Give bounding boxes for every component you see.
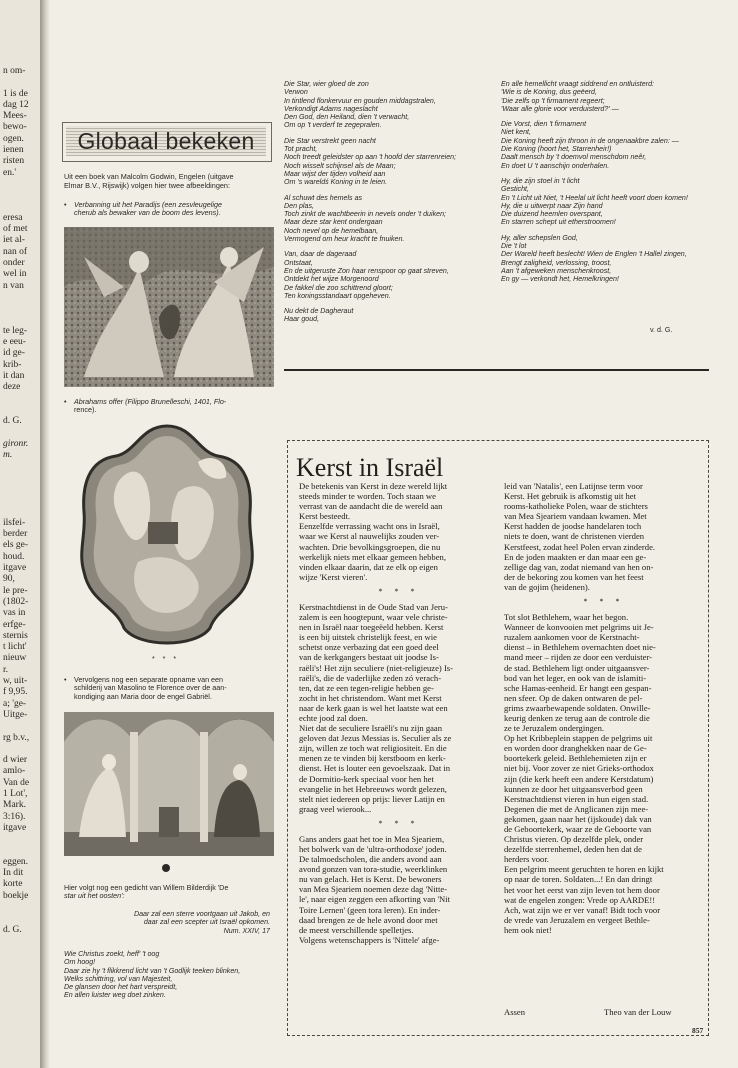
margin-fragment: nan of — [3, 246, 28, 257]
margin-fragment: ilsfei- — [3, 517, 26, 528]
poem-line: Die duizend heemlen overspant, — [501, 210, 603, 219]
article-line: Kerstnachtdienst in de Oude Stad van Jeru- — [299, 601, 448, 612]
poem-line: Maar deze star kent ondergaan — [284, 218, 383, 227]
article-line: herders voor. — [504, 854, 549, 865]
article-line: nu van gelach. Het is Kerst. De bewoners — [299, 874, 442, 885]
margin-fragment — [3, 77, 39, 88]
article-line: de vrede van Jeruzalem en vergeet Bethle- — [504, 914, 650, 925]
margin-fragment: els ge- — [3, 540, 29, 551]
margin-fragment: eresa — [3, 212, 23, 223]
caption-line: kondiging aan Maria door de engel Gabriël. — [74, 691, 212, 701]
article-line: verrast van de aandacht die de wereld aan — [299, 501, 443, 512]
article-line: mand meer – rijden ze door een verduister- — [504, 652, 653, 663]
article-line: Een pelgrim meent geruchten te horen en kijkt — [504, 864, 664, 875]
margin-fragment — [3, 507, 39, 518]
poem-intro-line: Hier volgt nog een gedicht van Willem Bilderdijk 'De — [64, 883, 229, 892]
caption-line: Abrahams offer (Filippo Brunelleschi, 1401, Flo- — [74, 397, 227, 406]
article-line: Kerst. Het gebruik is afkomstig uit het — [504, 491, 636, 502]
margin-fragment: deze — [3, 382, 21, 393]
quote-line: Daar zal een sterre voortgaan uit Jakob, en — [133, 910, 270, 918]
article-title: Kerst in Israël — [296, 453, 444, 482]
article-line: stelt niet iedereen op prijs: liever Latijn en — [299, 793, 445, 804]
margin-fragment: 3:16). — [3, 811, 26, 822]
margin-fragment: 90, — [3, 574, 15, 585]
caption-line: schilderij van Masolino te Florence over de aan- — [74, 683, 227, 693]
poem-line: Brengt zaligheid, verlossing, troost, — [501, 258, 612, 267]
caption-line: Vervolgens nog een separate opname van een — [74, 675, 224, 684]
poem-line: En starren schept uit etherstroomen! — [501, 218, 616, 227]
poem-line: Haar goud, — [284, 315, 320, 324]
margin-fragment — [3, 202, 39, 213]
article-line: Gans anders gaat het toe in Mea Sjeariem, — [299, 833, 445, 844]
margin-fragment — [3, 495, 39, 506]
caption-line: Verbanning uit het Paradijs (een zesvleugelige — [74, 200, 222, 209]
poem-line: Al schuwt des hemels as — [284, 193, 363, 202]
poem-line: En doet U 't aanschijn onderhalen. — [501, 161, 610, 170]
article-line: rooms-katholieke Polen, waar de stichters — [504, 501, 648, 512]
poem-line: Niet kent, — [501, 128, 531, 137]
poem-line: Verkondigt Adams nageslacht — [284, 104, 378, 113]
poem-line: Om hoog! — [64, 958, 96, 967]
stanza-gap — [284, 187, 498, 194]
margin-fragment: (1802- — [3, 596, 29, 607]
poem-line: Toch zinkt de wachtbeerin in nevels onder 't duiken; — [284, 210, 446, 219]
margin-fragment — [3, 179, 39, 190]
stanza-gap — [284, 130, 498, 137]
article-line: van Mea Sjeariem vandaan kwamen. Met — [504, 511, 647, 522]
article-line: Niet dat de seculiere Israëli's nu zijn gaan — [299, 723, 443, 734]
poem-line: Ontdekt het wijze Morgenoord — [284, 275, 379, 284]
margin-fragment — [3, 744, 39, 755]
poem-line: De fakkel die zoo schittrend gloort; — [284, 283, 393, 292]
margin-fragment — [3, 834, 39, 845]
margin-fragment: Mees- — [3, 111, 27, 122]
margin-fragment — [3, 405, 39, 416]
margin-fragment: Mark. — [3, 800, 26, 811]
margin-fragment — [3, 913, 39, 924]
poem-line: En 't Licht uit Niet, 't Heelal uit licht heeft voort doen komen! — [501, 193, 688, 202]
article-line: schetst onze verbazing dat een goed deel — [299, 642, 439, 653]
poem-line: Hy, aller schepslen God, — [501, 233, 578, 242]
article-line: Christus vieren. Op dezelfde plek, onder — [504, 834, 644, 845]
article-line: is een bij uitstek christelijk feest, en wie — [299, 632, 437, 643]
article-line: grims zwaarbewapende soldaten. Onwille- — [504, 702, 651, 713]
article-line: kunnen ze door het uitgaansverbod geen — [504, 783, 643, 794]
article-line: Toire Lernen' (geen tora leren). En inder- — [299, 904, 441, 915]
poem-line: Om 's wareldś Koning in te leien. — [284, 178, 388, 187]
article-line: zocht in het christendom. Want met Kerst — [299, 692, 442, 703]
section-separator-stars: * * * — [378, 818, 420, 828]
margin-fragment: erfge- — [3, 619, 26, 630]
margin-fragment: gironr. — [3, 438, 29, 449]
poem-line: Gesticht, — [501, 185, 529, 194]
poem-line: 'Waar alle glorie voor verduisterd?' — — [501, 104, 619, 113]
article-line: het voor het eerst van zijn leven tot hem door — [504, 884, 660, 895]
caption-line: rence). — [74, 405, 97, 415]
article-line: dienst. Het is louter een gevoelszaak. Dat in — [299, 763, 451, 774]
article-right-column — [504, 481, 704, 935]
article-line: op naar de toren. Soldaten...! En dan dringt — [504, 874, 653, 885]
article-line: evangelie in het Hebreeuws wordt gelezen, — [299, 783, 447, 794]
margin-fragment — [3, 292, 39, 303]
caption-annunciation: • Vervolgens nog een separate opname van een schilderij van Masolino te Florence over de aan- kondiging aan Maria door de engel Gabriël. — [64, 676, 274, 701]
margin-fragment: le pre- — [3, 585, 28, 596]
article-line: zijn (die kerk heeft een andere Kerstdatum) — [504, 773, 654, 784]
abrahams-offer-relief — [78, 422, 256, 648]
poem-line: Nu dekt de Dagheraut — [284, 307, 354, 316]
article-line: nen sfeer. Op de daken ontwaren de pel- — [504, 692, 643, 703]
bullet-dot — [162, 864, 170, 872]
margin-fragment: bewo- — [3, 122, 27, 133]
margin-fragment: te leg- — [3, 325, 28, 336]
article-line: zellige dag van, zodat niemand van hen on- — [504, 561, 654, 572]
article-line: werkelijk niets met elkaar gemeen hebben, — [299, 551, 446, 562]
poem-line: En gy — verkondt het, Hemelkringen! — [501, 275, 619, 284]
quote-line: Num. XXIV, 17 — [223, 926, 270, 935]
poem-right-column — [501, 80, 709, 284]
margin-fragment: amlo- — [3, 766, 26, 777]
poem-line: Die Vorst, dien 't firmament — [501, 120, 587, 129]
page-number: 857 — [692, 1026, 704, 1035]
section-stars: * * * — [152, 656, 180, 663]
poem-line: Welks schittring, vol van Majesteit, — [64, 974, 173, 983]
poem-line: Noch treedt geleidster op aan 't hoofd der starrenreien; — [284, 153, 457, 162]
article-line: Wanneer de konvooien met pelgrims uit Je- — [504, 622, 654, 633]
stanza-gap — [284, 243, 498, 250]
margin-fragment: d. G. — [3, 416, 22, 427]
margin-fragment: dag 12 — [3, 99, 29, 110]
margin-fragment: t licht' — [3, 642, 27, 653]
article-line: Op het Kribbeplein stappen de pelgrims uit — [504, 733, 653, 744]
poem-line: Daar zie hy 't flikkrend licht van 't Godlijk teeken blinken, — [64, 966, 241, 975]
section-title: Globaal bekeken — [66, 126, 266, 156]
margin-fragment — [3, 303, 39, 314]
poem-line: En allen luister weg doet zinken. — [64, 991, 166, 1000]
margin-fragment: itgave — [3, 822, 27, 833]
margin-fragment — [3, 902, 39, 913]
margin-fragment: rg b.v., — [3, 732, 30, 743]
article-line: van Mea Sjeariem noemen deze dag 'Nitte- — [299, 884, 448, 895]
margin-fragment: Uitge- — [3, 709, 28, 720]
section-divider — [284, 369, 709, 371]
article-line: naar de kerk gaan is wel het laatste wat een — [299, 702, 448, 713]
margin-fragment: it dan — [3, 371, 25, 382]
margin-fragment — [3, 461, 39, 472]
intro-text — [64, 173, 274, 190]
article-line: Kerst besteedt. — [299, 511, 351, 522]
poem-intro-line: star uit het oosten': — [64, 891, 125, 901]
poem-line: Van, daar de dageraad — [284, 250, 357, 259]
margin-fragment: m. — [3, 450, 13, 461]
article-line: van de kerkgangers bestaat uit joodse Is- — [299, 652, 439, 663]
margin-fragment — [3, 394, 39, 405]
margin-fragment — [3, 428, 39, 439]
poem-line: Wie Christus zoekt, heff' 't oog — [64, 950, 160, 958]
caption-line: cherub als bewaker van de boom des levens). — [74, 208, 221, 218]
article-line: sche Hamas-eenheid. Er hangt een gespan- — [504, 682, 652, 693]
caption-abraham: • Abrahams offer (Filippo Brunelleschi, 1401, Flo- rence). — [64, 398, 274, 415]
article-line: wat de engelen zongen: Vrede op AARDE!! — [504, 894, 656, 905]
article-line: menen ze te vinden bij kerstboom en kerk- — [299, 753, 446, 764]
article-line: De talmoedscholen, die anders avond aan — [299, 854, 442, 865]
poem-line: Tot pracht, — [284, 145, 318, 154]
article-line: ze te Jeruzalem ondergingen. — [504, 723, 605, 734]
margin-fragment: houd. — [3, 551, 25, 562]
article-line: Degenen die met de Anglicanen zijn mee- — [504, 803, 649, 814]
annunciation-painting — [64, 712, 274, 856]
article-line: De betekenis van Kerst in deze wereld lijkt — [299, 481, 448, 491]
margin-fragment: d. G. — [3, 924, 22, 935]
margin-fragment — [3, 473, 39, 484]
margin-fragment: itgave — [3, 563, 27, 574]
article-line: dezelfde sterrenhemel, deden hen dat de — [504, 844, 642, 855]
margin-fragment: eggen. — [3, 856, 29, 867]
poem-line: Noch wisselt schijnsel als de Maan; — [284, 161, 396, 170]
poem-line: Daalt mensch by 't doemvol menschdom neêr, — [501, 153, 647, 162]
margin-fragment — [3, 315, 39, 326]
article-line: raëli's, die de vaderlijke zeden zó verach- — [299, 672, 442, 683]
article-line: niet bij. Voor zover ze niet Grieks-orthodox — [504, 763, 654, 774]
article-line: dienst – in Bethlehem overnachten doet nie- — [504, 642, 656, 653]
margin-fragment: sternis — [3, 630, 28, 641]
article-line: Eenzelfde verrassing wacht ons in Israël, — [299, 521, 440, 532]
margin-fragment: nieuw — [3, 653, 27, 664]
section-separator-stars: * * * — [378, 586, 420, 596]
article-line: avond gonzen van tora-studie, weerklinken — [299, 864, 448, 875]
article-line: wachten. Drie bevolkingsgroepen, die nu — [299, 541, 441, 552]
poem-line: Der Wareld heeft beslecht! Wien de Englen 't Hallel zingen, — [501, 250, 687, 259]
article-line: wijze 'Kerst vieren'. — [299, 571, 368, 582]
article-line: echte jood zal doen. — [299, 712, 368, 723]
margin-fragment — [3, 845, 39, 856]
margin-fragment: n van — [3, 280, 24, 291]
poem-line: Aan 't afgeweken menschenkroost, — [501, 266, 612, 275]
article-line: Volgens wetenschappers is 'Nittele' afge- — [299, 934, 440, 945]
margin-fragment: iet al- — [3, 235, 25, 246]
article-line: der de bekoring zou komen van het feest — [504, 571, 644, 582]
poem-line: Den God, den Heiland, dien 't verwacht, — [284, 113, 410, 122]
poem-line: Ontstaat, — [284, 258, 313, 267]
poem-line: 'Wie is de Koning, dus geëerd, — [501, 88, 597, 97]
author-place: Assen — [504, 1007, 526, 1017]
poem-line: Verwon — [284, 88, 308, 97]
article-line: zalem is een hoogtepunt, waar vele christe- — [299, 612, 448, 623]
article-line: de meest verschillende spelletjes. — [299, 924, 414, 935]
margin-fragment: wel in — [3, 269, 27, 280]
article-line: ruzalem aankomen voor de Kerstnacht- — [504, 632, 640, 643]
previous-page-text-fragments — [3, 66, 39, 936]
article-line: steeds minder te worden. Toch staan we — [299, 491, 436, 502]
poem-line: Die Star, wier gloed de zon — [284, 80, 369, 88]
article-line: ten, dat ze een tegen-religie hebben ge- — [299, 682, 434, 693]
margin-fragment: a; 'ge- — [3, 698, 27, 709]
margin-fragment: korte — [3, 879, 23, 890]
margin-fragment — [3, 721, 39, 732]
poem-intro — [64, 884, 274, 901]
author-name: Theo van der Louw — [604, 1007, 672, 1017]
margin-fragment: f 9,95. — [3, 687, 28, 698]
margin-fragment: vas in — [3, 608, 26, 619]
poem-line: Noch nevel op de hemelbaan, — [284, 226, 379, 235]
margin-fragment: boekje — [3, 890, 29, 901]
article-line: niets te doen, want de christenen vierden — [504, 531, 645, 542]
margin-fragment: 1 is de — [3, 88, 28, 99]
margin-fragment: 1 Lot', — [3, 789, 28, 799]
article-line: nen in Israël naar toegeëeld hebben. Kerst — [299, 622, 444, 633]
article-line: de Dormitio-kerk speciaal voor hen het — [299, 773, 434, 784]
margin-fragment: en.' — [3, 167, 17, 178]
margin-fragment: r. — [3, 664, 9, 675]
poem-signature: v. d. G. — [650, 326, 673, 334]
poem-line: Ten koningsstandaart opgeheven. — [284, 291, 391, 300]
article-line: En de joden maakten er dan maar een ge- — [504, 551, 647, 562]
margin-fragment: of met — [3, 224, 28, 235]
margin-fragment: onder — [3, 258, 25, 269]
poem-line: Om op 't verderf te zegepralen. — [284, 121, 382, 130]
article-line: Kerstnachtdienst vieren in hun eigen stad. — [504, 793, 649, 804]
poem-line: Vermogend om heur kracht te fnuiken. — [284, 235, 405, 244]
poem-line: En de uitgeruste Zon haar renspoor op gaat streven, — [284, 266, 449, 275]
stanza-gap — [501, 113, 709, 120]
margin-fragment: ogen. — [3, 133, 24, 144]
article-line: le', naar eigen zeggen een afkorting van 'Nit — [299, 894, 451, 905]
poem-line: En alle hemellicht vraagt siddrend en ontluisterd: — [501, 80, 654, 88]
article-line: Ach, wat zijn we er ver vanaf! Bidt toch voor — [504, 904, 661, 915]
article-left-column — [299, 481, 499, 945]
poem-middle-column — [284, 80, 498, 324]
caption-expulsion: • Verbanning uit het Paradijs (een zesvleugelige cherub als bewaker van de boom des levens). — [64, 200, 222, 218]
article-line: de Geboortekerk, waar ze de Geboorte van — [504, 824, 652, 834]
poem-line: Den plas, — [284, 201, 314, 210]
margin-fragment: Van de — [3, 777, 30, 788]
article-line: de stad. Bethlehem ligt onder uitgaansver- — [504, 662, 650, 673]
article-line: Kerstfeest, zodat heel Polen ervan zinderde. — [504, 541, 656, 552]
article-line: zijn, willen ze toch wat religiositeit. En die — [299, 743, 447, 754]
poem-line: De glansen door het hart verspreidt, — [64, 983, 178, 992]
article-line: keurig denken ze terug aan de controle die — [504, 712, 650, 723]
book-gutter-shadow — [40, 0, 50, 1068]
article-line: bod van het leger, en ook van de islamiti- — [504, 672, 647, 683]
article-line: Tot slot Bethlehem, waar het begon. — [504, 612, 629, 623]
article-line: leid van 'Natalis', een Latijnse term voor — [504, 481, 643, 491]
poem-line: Die Koning (hoort het, Starrenheir!) — [501, 145, 612, 154]
section-separator-stars: * * * — [583, 597, 625, 607]
bible-quote — [64, 910, 270, 935]
article-line: van de gojim (heidenen). — [504, 581, 590, 592]
poem-opening-stanza — [64, 950, 278, 1000]
poem-line: Die Koning heeft zijn throon in de ongenaakbre zalen: — — [501, 136, 679, 145]
stanza-gap — [501, 170, 709, 177]
expulsion-from-paradise-relief — [64, 227, 274, 387]
margin-fragment: w, uit- — [3, 676, 28, 687]
article-line: graag veel wierook... — [299, 803, 372, 814]
stanza-gap — [284, 300, 498, 307]
poem-line: In tintlend flonkervuur en gouden middagstralen, — [284, 96, 436, 105]
article-line: het bolwerk van de 'ultra-orthodoxe' joden. — [299, 844, 447, 854]
margin-fragment: ienen — [3, 145, 24, 156]
margin-fragment: n om- — [3, 66, 26, 76]
article-line: gekomen, gaan naar het (ijskoude) dak van — [504, 813, 652, 824]
stanza-gap — [501, 227, 709, 234]
poem-line: Die Star verstrekt geen nacht — [284, 136, 376, 145]
article-line: raëli's! Het zijn seculiere (niet-religieuze) Is- — [299, 662, 454, 673]
intro-line: Elmar B.V., Rijswijk) volgen hier twee afbeeldingen: — [64, 180, 231, 190]
poem-line: Die 't lot — [501, 242, 527, 251]
margin-fragment: d wier — [3, 755, 28, 766]
article-line: geloven dat Jezus Messias is. Seculier als ze — [299, 733, 452, 744]
article-line: boortekerk geleid. Bethlehemieten zijn er — [504, 753, 647, 764]
article-line: Kerst hadden de joodse handelaren toch — [504, 521, 642, 532]
poem-line: 'Die zelfs op 't firmament regeert; — [501, 96, 605, 105]
article-line: hem ook niet! — [504, 924, 552, 935]
intro-line: Uit een boek van Malcolm Godwin, Engelen (uitgave — [64, 172, 234, 181]
poem-line: Hy, die zijn stoel in 't licht — [501, 176, 580, 185]
margin-fragment — [3, 484, 39, 495]
margin-fragment: In dit — [3, 868, 24, 879]
margin-fragment: id ge- — [3, 348, 25, 359]
poem-line: Hy, die u uitwerpt naar Zijn hand — [501, 201, 603, 210]
article-line: waar we Kerst al nauwelijks zouden ver- — [299, 531, 440, 542]
margin-fragment: risten — [3, 156, 25, 167]
margin-fragment: krib- — [3, 359, 22, 370]
article-line: en worden door dranghekken naar de Ge- — [504, 743, 647, 754]
poem-line: Maar wijst der tijden volheid aan — [284, 169, 386, 178]
article-line: vinden elkaar daarin, dat ze elk op eigen — [299, 561, 438, 572]
margin-fragment: berder — [3, 529, 28, 540]
margin-fragment — [3, 190, 39, 201]
article-line: daad brengen ze de hele avond door met — [299, 914, 438, 925]
margin-fragment: e eeu- — [3, 337, 26, 348]
quote-line: daar zal een scepter uit Israël opkomen. — [143, 918, 270, 927]
